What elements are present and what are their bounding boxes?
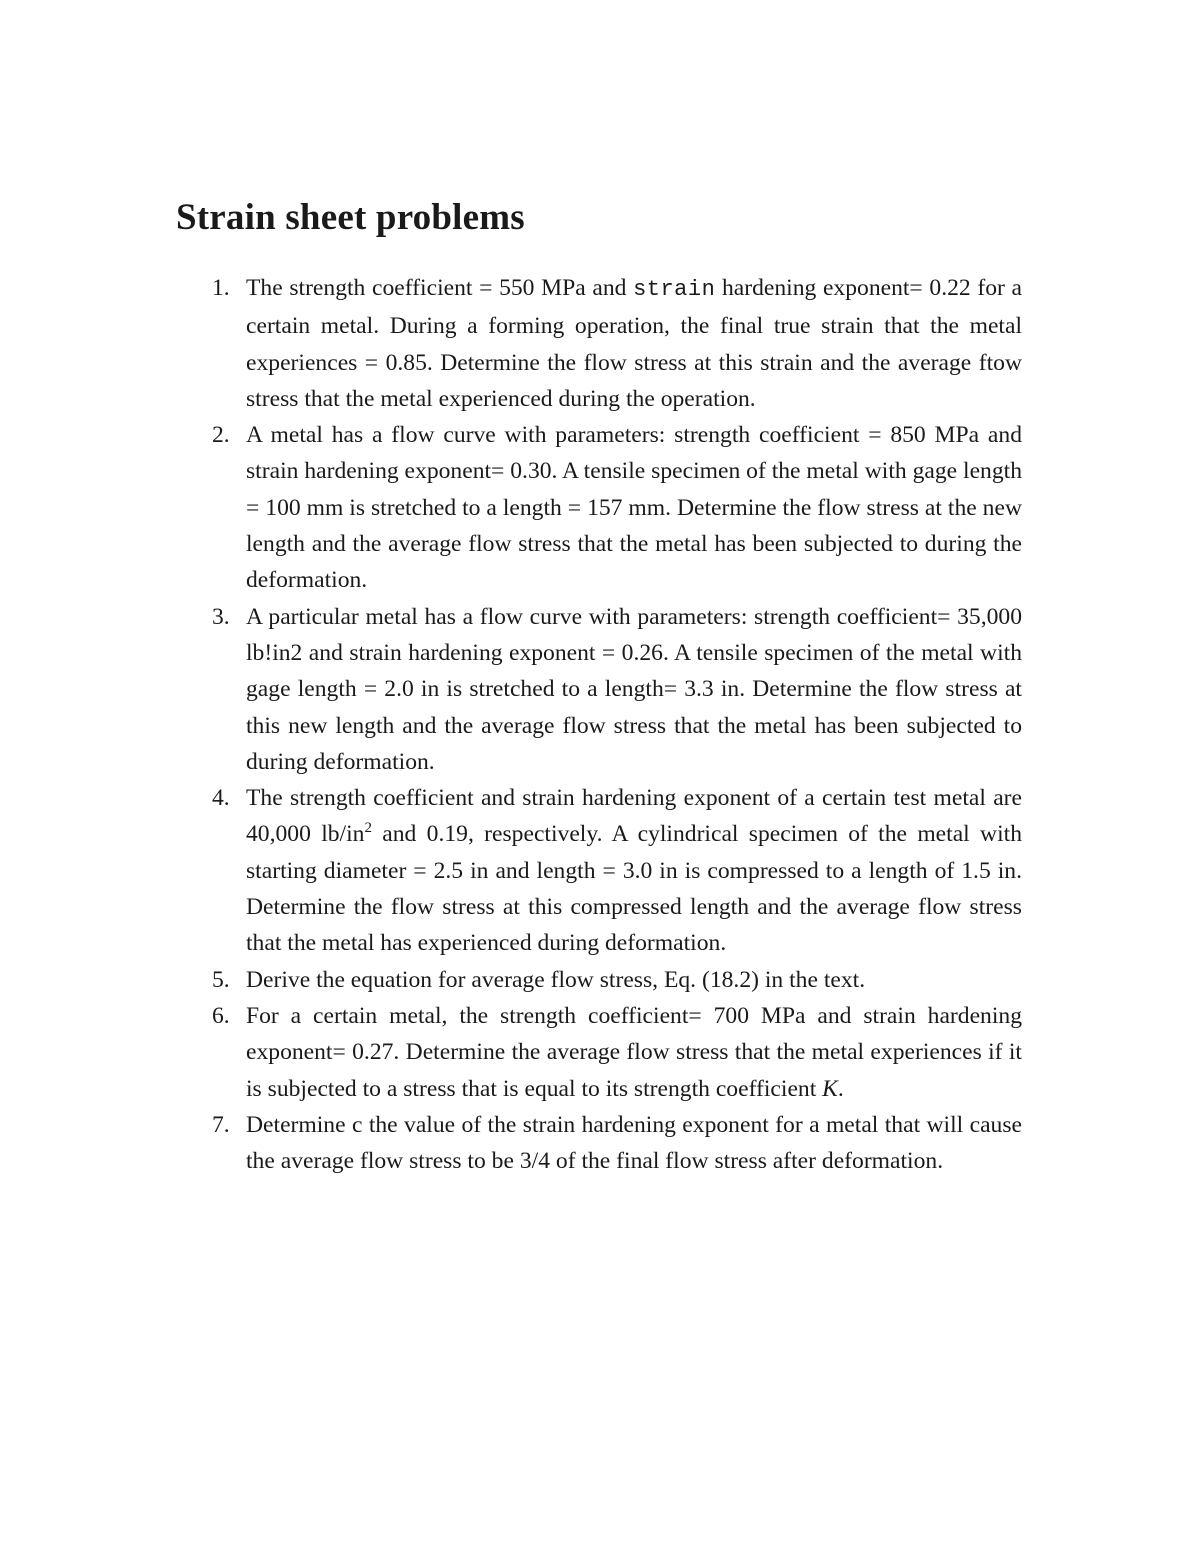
problem-text: hardening exponent= 0.22 for a certain metal. During a forming operation, the final true strain that the metal experiences = 0.85. Determine the flow stress at this strain and the average ftow stress that the metal experienced during the operation. (246, 275, 1022, 412)
problem-text: A particular metal has a flow curve with parameters: strength coefficient= 35,000 lb!in2 and strain hardening exponent = 0.26. A tensile specimen of the metal with gage length = 2.0 in is stretched to a length= 3.3 in. Determine the flow stress at this new length and the average flow stress that the metal has been subjected to during deformation. (246, 603, 1022, 775)
problem-number: 7. (212, 1111, 230, 1138)
problem-text: The strength coefficient and strain hardening exponent of a certain test metal are 40,000 lb/in (246, 785, 1022, 848)
problem-number: 3. (212, 603, 230, 630)
problem-number: 5. (212, 966, 230, 993)
problem-item-2 (0, 417, 1022, 598)
problem-item-4 (0, 780, 1022, 961)
problem-list (0, 270, 1200, 1179)
problem-text: Determine c the value of the strain hardening exponent for a metal that will cause the average flow stress to be 3/4 of the final flow stress after deformation. (246, 1111, 1022, 1175)
problem-text: The strength coefficient = 550 MPa and (246, 275, 634, 301)
italic-symbol: K (822, 1075, 838, 1102)
problem-item-7 (0, 1107, 1022, 1180)
problem-item-3 (0, 599, 1022, 780)
problem-number: 4. (212, 785, 230, 812)
problem-text: . (837, 1075, 844, 1102)
problem-number: 6. (212, 1002, 230, 1029)
problem-text: and 0.19, respectively. A cylindrical specimen of the metal with starting diameter = 2.5 in and length = 3.0 in is compressed to a length of 1.5 in. Determine the flow stress at this compressed length and the average flow stress that the metal has experienced during deformation. (246, 821, 1022, 957)
problem-number: 1. (212, 275, 230, 301)
problem-item-5 (0, 962, 1022, 998)
page-title: Strain sheet problems (176, 197, 525, 238)
problem-item-6 (0, 998, 1022, 1107)
problem-item-1 (0, 270, 1022, 417)
problem-text: Derive the equation for average flow stress, Eq. (18.2) in the text. (246, 966, 866, 993)
superscript: 2 (364, 820, 372, 837)
problem-text-mono: strain (633, 277, 716, 302)
problem-text: For a certain metal, the strength coefficient= 700 MPa and strain hardening exponent= 0.27. Determine the average flow stress that the metal experiences if it is subjected to a stress that is equal to its strength coefficient (246, 1002, 1022, 1102)
problem-number: 2. (212, 422, 230, 449)
problem-text: A metal has a flow curve with parameters: strength coefficient = 850 MPa and strain hardening exponent= 0.30. A tensile specimen of the metal with gage length = 100 mm is stretched to a length = 157 mm. Determine the flow stress at the new length and the average flow stress that the metal has been subjected to during the deformation. (246, 422, 1022, 594)
